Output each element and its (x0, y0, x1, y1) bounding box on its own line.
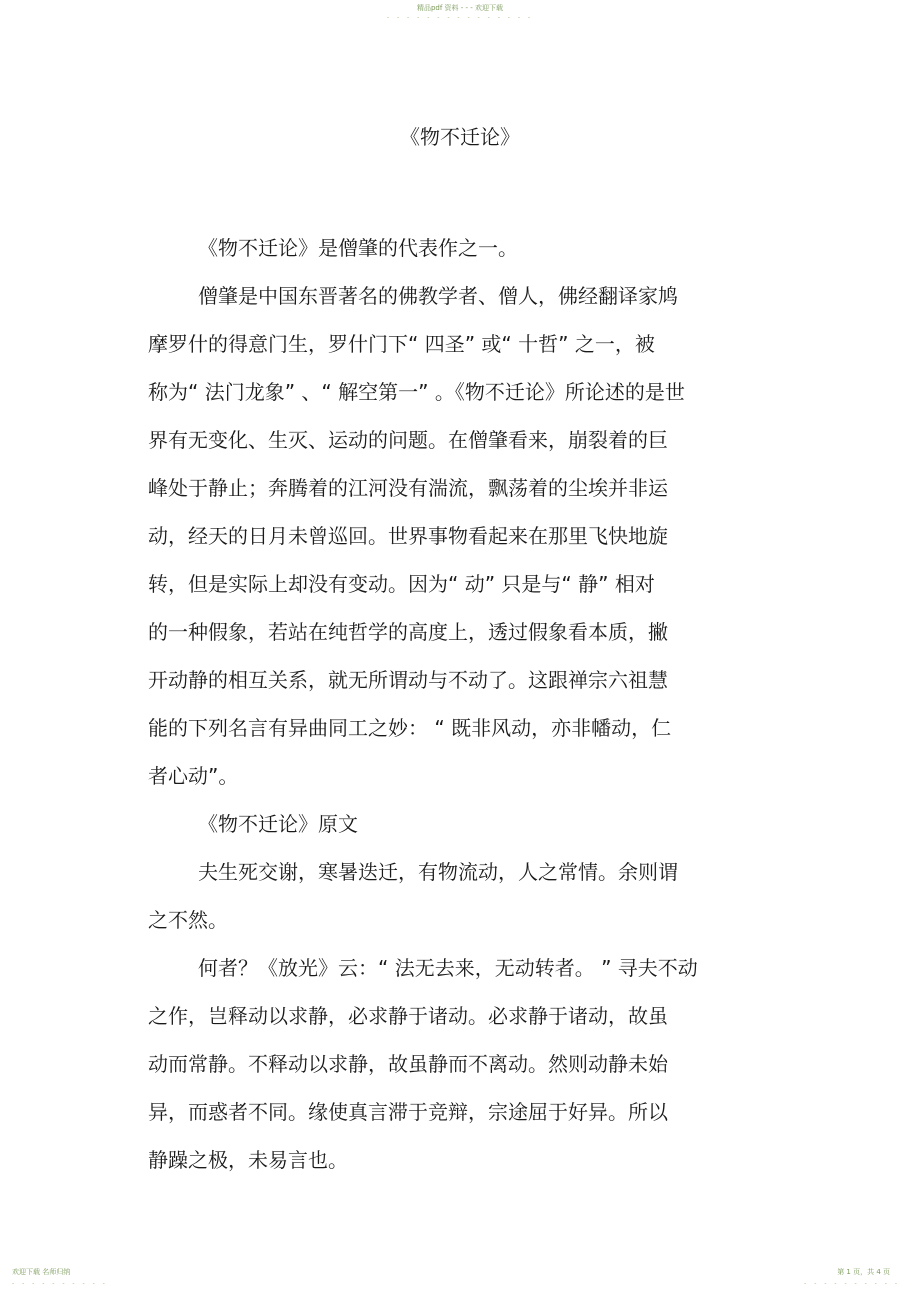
text-line: 动，经天的日月未曾巡回。世界事物看起来在那里飞快地旋 (148, 524, 668, 548)
text-line: 称为“ 法门龙象” 、“ 解空第一” 。《物不迁论》所论述的是世 (148, 380, 685, 404)
text-line: 《物不迁论》原文 (198, 812, 358, 836)
text-line: 摩罗什的得意门生，罗什门下“ 四圣” 或“ 十哲” 之一，被 (148, 332, 655, 356)
text-line: 何者？《放光》云：“ 法无去来，无动转者。 ” 寻夫不动 (198, 956, 698, 980)
text-line: 界有无变化、生灭、运动的问题。在僧肇看来，崩裂着的巨 (148, 428, 668, 452)
text-line: 静躁之极，未易言也。 (148, 1148, 348, 1172)
footer-dots-left: - - - - - - - - - - (12, 1280, 108, 1287)
text-line: 之作，岂释动以求静，必求静于诸动。必求静于诸动，故虽 (148, 1004, 668, 1028)
text-line: 《物不迁论》是僧肇的代表作之一。 (198, 236, 518, 260)
text-line: 转，但是实际上却没有变动。因为“ 动” 只是与“ 静” 相对 (148, 572, 655, 596)
footer-dots-right: - - - - - - - - - - (804, 1280, 900, 1287)
text-line: 夫生死交谢，寒暑迭迁，有物流动，人之常情。余则谓 (198, 860, 678, 884)
text-line: 之不然。 (148, 908, 228, 932)
text-line: 异，而惑者不同。缘使真言滞于竞辩，宗途屈于好异。所以 (148, 1100, 668, 1124)
text-line: 开动静的相互关系，就无所谓动与不动了。这跟禅宗六祖慧 (148, 668, 668, 692)
header-watermark: 精品pdf 资料 - - - 欢迎下载 (416, 4, 504, 12)
header-dots: - - - - - - - - - - - - - - - (386, 14, 534, 21)
text-line: 者心动”。 (148, 764, 239, 788)
text-line: 能的下列名言有异曲同工之妙： “ 既非风动，亦非幡动，仁 (148, 716, 672, 740)
text-line: 峰处于静止；奔腾着的江河没有湍流，飘荡着的尘埃并非运 (148, 476, 668, 500)
text-line: 的一种假象，若站在纯哲学的高度上，透过假象看本质，撇 (148, 620, 668, 644)
page-number: 第 1 页，共 4 页 (837, 1268, 890, 1276)
document-title: 《物不迁论》 (400, 125, 520, 149)
text-line: 僧肇是中国东晋著名的佛教学者、僧人，佛经翻译家鸠 (198, 284, 678, 308)
footer-left-watermark: 欢迎下载 名师归纳 (12, 1268, 71, 1276)
document-body (148, 224, 788, 1184)
text-line: 动而常静。不释动以求静，故虽静而不离动。然则动静未始 (148, 1052, 668, 1076)
